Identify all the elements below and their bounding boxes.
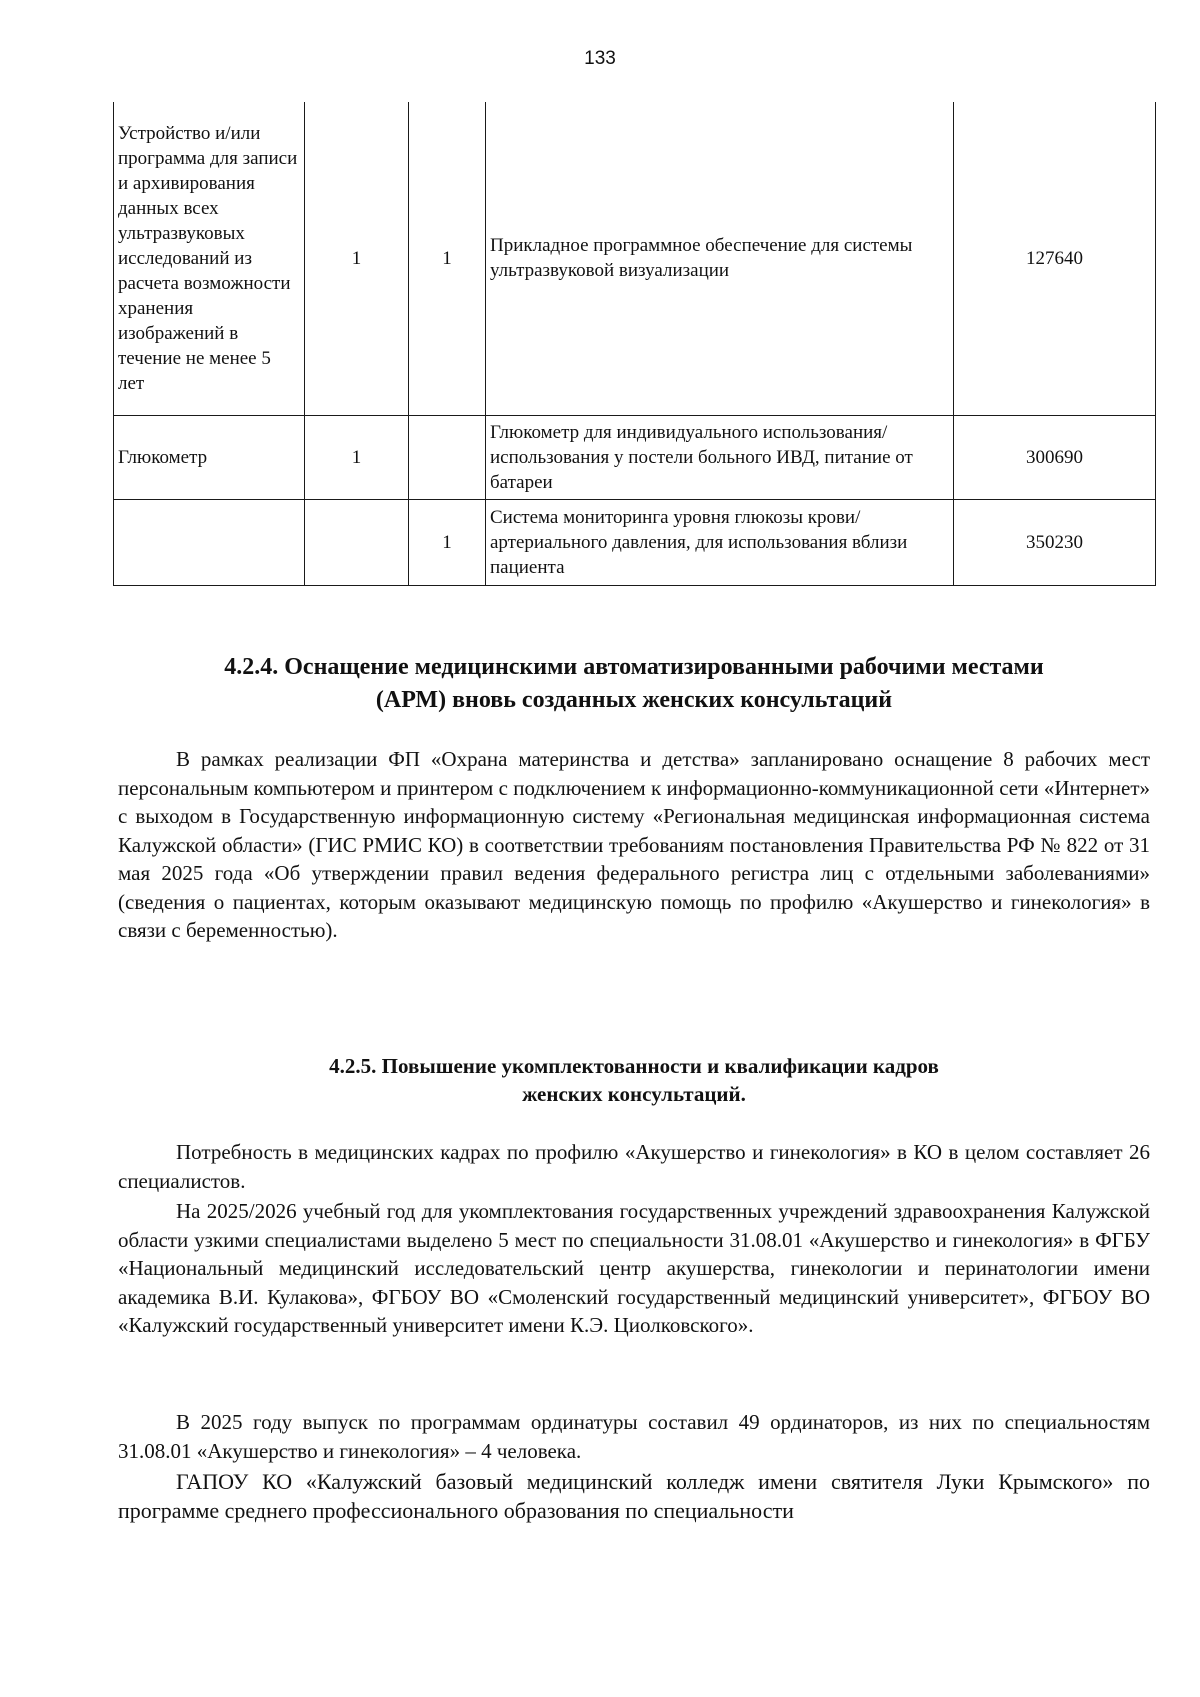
- section-heading-line: (АРМ) вновь созданных женских консультаций: [375, 687, 893, 713]
- table-row: [114, 499, 1156, 585]
- table-cell-description: Прикладное программное обеспечение для системы ультразвуковой визуализации: [486, 102, 954, 415]
- table-cell-qty2: 1: [409, 102, 486, 415]
- table-cell-code: 350230: [954, 499, 1156, 585]
- table-cell-qty2: [409, 415, 486, 499]
- paragraph-medical-college: ГАПОУ КО «Калужский базовый медицинский колледж имени святителя Луки Крымского» по программе среднего профессионального образования по специальности: [118, 1469, 1150, 1523]
- paragraph-arm-equipment: В рамках реализации ФП «Охрана материнства и детства» запланировано оснащение 8 рабочих мест персональным компьютером и принтером с подключением к информационно-коммуникационной сети «Интернет» с выходом в Государственную информационную систему «Региональная медицинская информационная система Калужской области» (ГИС РМИС КО) в соответствии требованиям постановления Правительства РФ № 822 от 31 мая 2025 года «Об утверждении правил ведения федерального регистра лиц с отдельными заболеваниями» (сведения о пациентах, которым оказывают медицинскую помощь по профилю «Акушерство и гинекология» в связи с беременностью).: [118, 747, 1150, 942]
- paragraph-training-places: На 2025/2026 учебный год для укомплектования государственных учреждений здравоохранения Калужской области узкими специалистами выделено 5 мест по специальности 31.08.01 «Акушерство и гинекология» в ФГБУ «Национальный медицинский исследовательский центр акушерства, гинекологии и перинатологии имени академика В.И. Кулакова», ФГБОУ ВО «Смоленский государственный медицинский университет», ФГБОУ ВО «Калужский государственный университет имени К.Э. Циолковского».: [118, 1199, 1150, 1337]
- table-cell-description: Система мониторинга уровня глюкозы крови/артериального давления, для использования вблизи пациента: [486, 499, 954, 585]
- table-cell-name: Глюкометр: [114, 415, 305, 499]
- page-number: 133: [584, 48, 616, 69]
- section-heading-line: 4.2.4. Оснащение медицинскими автоматизированными рабочими местами: [224, 654, 1044, 680]
- table-cell-qty1: 1: [305, 415, 409, 499]
- table-cell-qty2: 1: [409, 499, 486, 585]
- table-cell-name: [114, 499, 305, 585]
- table-cell-qty1: [305, 499, 409, 585]
- paragraph-staff-need: Потребность в медицинских кадрах по профилю «Акушерство и гинекология» в КО в целом составляет 26 специалистов.: [118, 1140, 1150, 1193]
- section-heading-4-2-4: [113, 651, 1155, 717]
- section-heading-4-2-5: [113, 1052, 1155, 1108]
- section-heading-line: женских консультаций.: [522, 1082, 746, 1106]
- equipment-table: [113, 102, 1156, 586]
- table-cell-code: 127640: [954, 102, 1156, 415]
- table-cell-name: Устройство и/или программа для записи и архивирования данных всех ультразвуковых исследований из расчета возможности хранения изображений в течение не менее 5 лет: [114, 102, 305, 415]
- table-row: [114, 415, 1156, 499]
- section-heading-line: 4.2.5. Повышение укомплектованности и квалификации кадров: [329, 1054, 939, 1078]
- table-cell-code: 300690: [954, 415, 1156, 499]
- paragraph-residency-graduates: В 2025 году выпуск по программам ординатуры составил 49 ординаторов, из них по специальностям 31.08.01 «Акушерство и гинекология» – 4 человека.: [118, 1410, 1150, 1463]
- table-row: [114, 102, 1156, 415]
- table-cell-qty1: 1: [305, 102, 409, 415]
- table-cell-description: Глюкометр для индивидуального использования/использования у постели больного ИВД, питание от батареи: [486, 415, 954, 499]
